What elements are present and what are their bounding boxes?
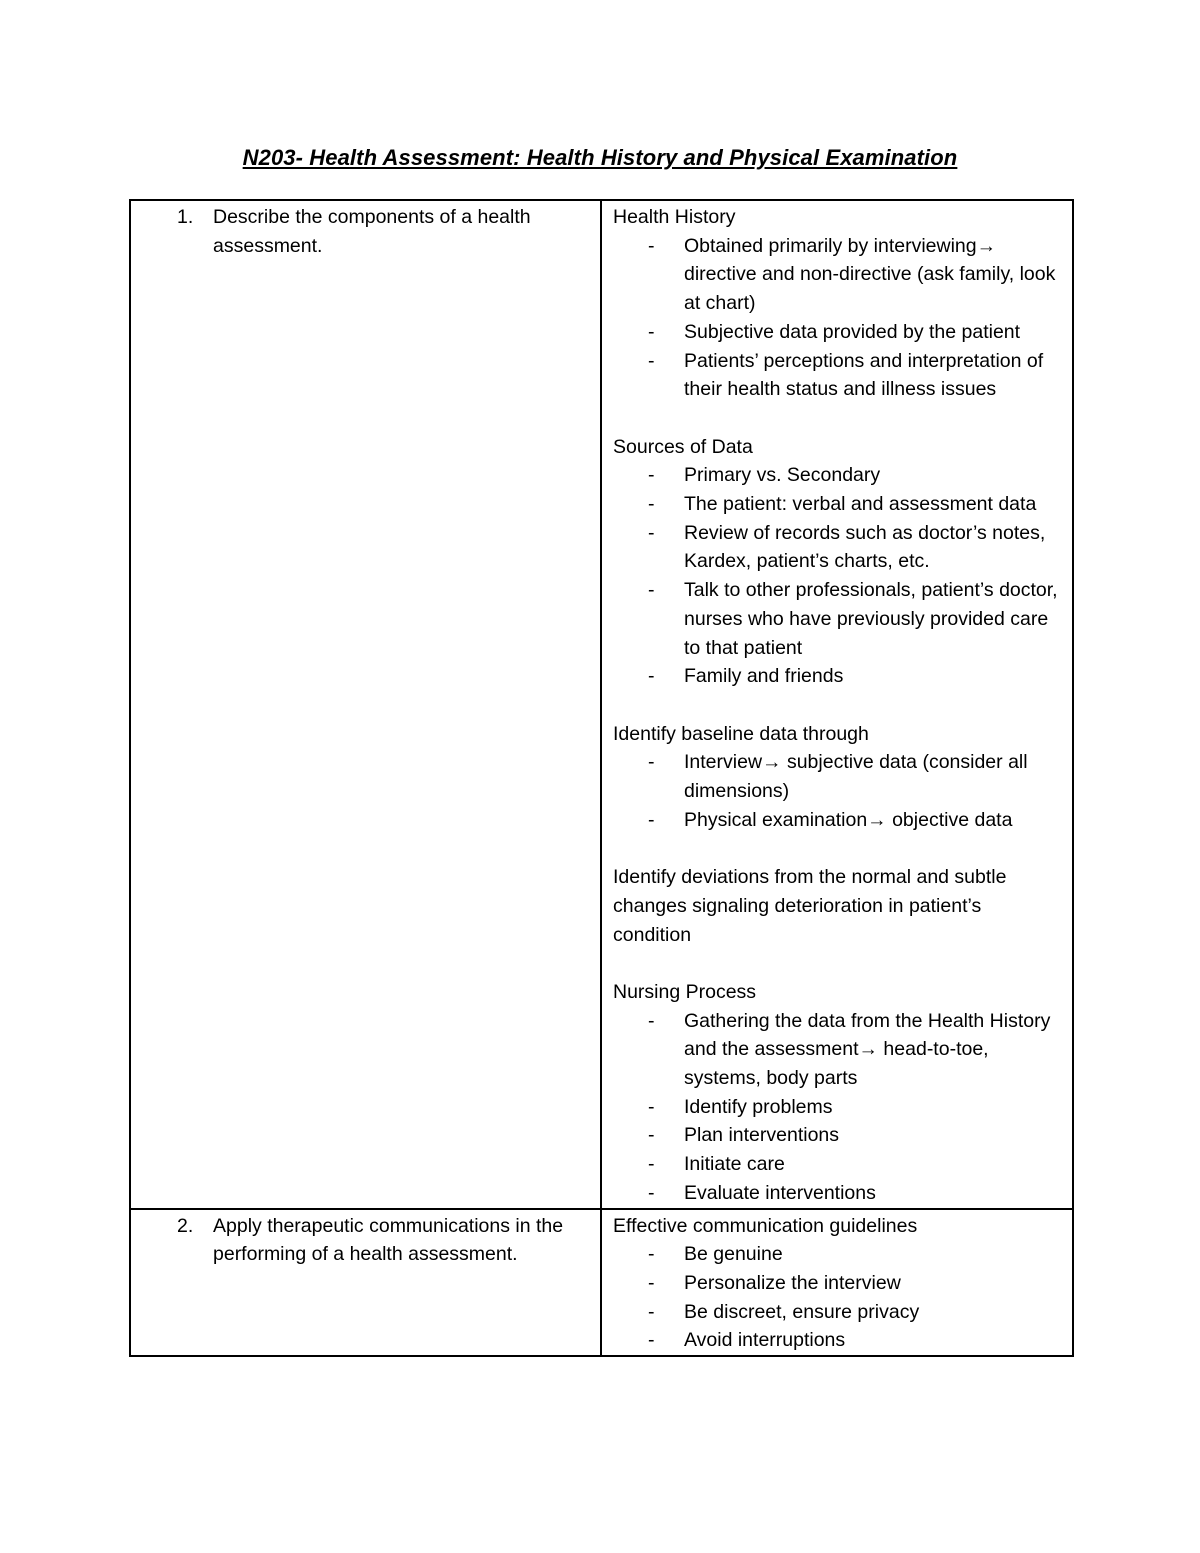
section-deviations: [613, 863, 1064, 949]
list-item: - Review of records such as doctor’s notes, Kardex, patient’s charts, etc.: [648, 521, 1046, 573]
question-text: Describe the components of a health assessment.: [213, 206, 531, 257]
section-heading: Identify baseline data through: [613, 722, 869, 745]
document-title: N203- Health Assessment: Health History and Physical Examination: [242, 145, 958, 170]
list-item: - Initiate care: [648, 1153, 785, 1176]
section-heading: Effective communication guidelines: [613, 1214, 918, 1237]
list-item: - Avoid interruptions: [648, 1329, 846, 1352]
list-item: - Interview→ subjective data (consider all dimensions): [648, 751, 1028, 803]
section-heading: Sources of Data: [613, 435, 753, 458]
section-heading: Nursing Process: [613, 980, 757, 1003]
list-item: - Evaluate interventions: [648, 1181, 876, 1204]
qa-table: [129, 199, 1074, 1357]
list-item: - Be genuine: [648, 1243, 783, 1266]
list-item: - Family and friends: [648, 665, 844, 688]
section-baseline-data: [613, 720, 1064, 835]
list-item: - Physical examination→ objective data: [648, 808, 1013, 831]
question-number: 2.: [177, 1214, 194, 1237]
list-item: - Subjective data provided by the patient: [648, 320, 1021, 343]
section-sources-of-data: [613, 433, 1064, 691]
table-row: [130, 200, 1073, 1209]
list-item: - Be discreet, ensure privacy: [648, 1300, 920, 1323]
question-text: Apply therapeutic communications in the performing of a health assessment.: [213, 1214, 564, 1266]
answer-cell: [601, 1209, 1073, 1357]
list-item: - Talk to other professionals, patient’s doctor, nurses who have previously provided care to that patient: [648, 579, 1058, 659]
list-item: - Patients’ perceptions and interpretation of their health status and illness issues: [648, 349, 1044, 401]
question-cell: [130, 200, 601, 1209]
section-heading: Health History: [613, 206, 736, 228]
list-item: - The patient: verbal and assessment data: [648, 493, 1037, 516]
table-row: [130, 1209, 1073, 1357]
list-item: - Primary vs. Secondary: [648, 464, 881, 487]
list-item: - Identify problems: [648, 1095, 833, 1118]
answer-cell: [601, 200, 1073, 1209]
list-item: - Obtained primarily by interviewing→ directive and non-directive (ask family, look at chart): [648, 234, 1056, 315]
question-number: 1.: [177, 206, 194, 228]
list-item: - Gathering the data from the Health History and the assessment→ head-to-toe, systems, body parts: [648, 1009, 1051, 1090]
section-nursing-process: [613, 978, 1064, 1208]
section-communication-guidelines: [613, 1212, 1064, 1356]
list-item: - Personalize the interview: [648, 1271, 901, 1294]
section-paragraph: Identify deviations from the normal and subtle changes signaling deterioration in patient’s condition: [613, 866, 1007, 946]
question-cell: [130, 1209, 601, 1357]
list-item: - Plan interventions: [648, 1124, 840, 1147]
section-health-history: [613, 203, 1064, 404]
